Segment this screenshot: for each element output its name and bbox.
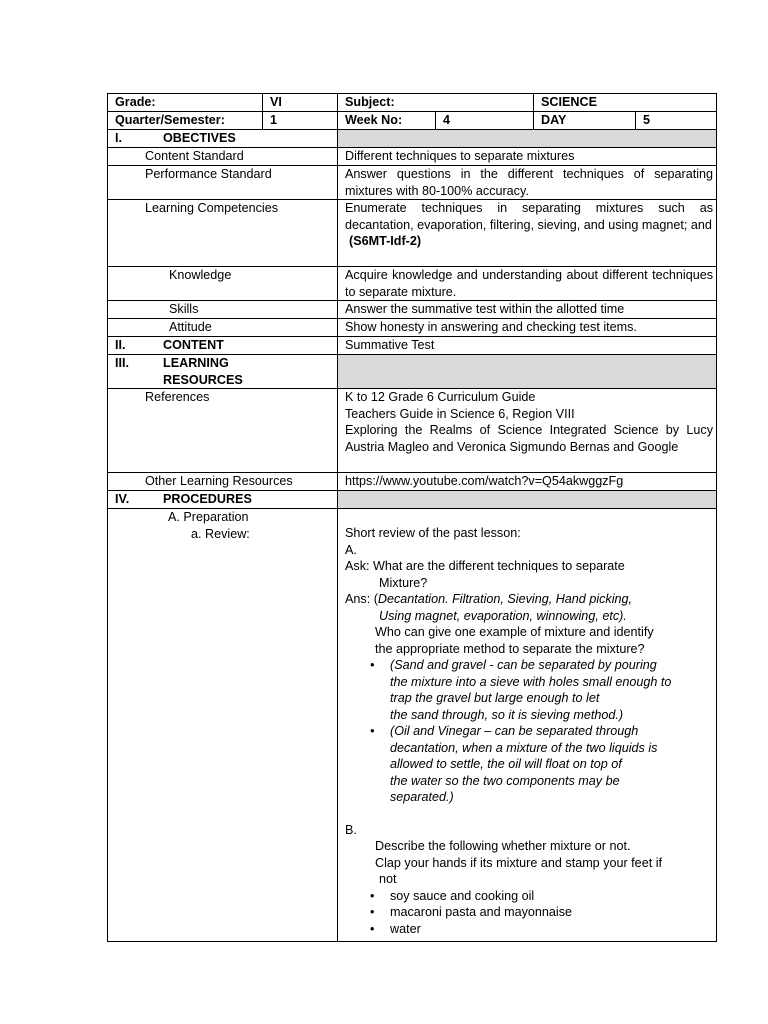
- section-procedures: [108, 491, 717, 509]
- quarter-label: Quarter/Semester:: [108, 112, 263, 130]
- procedures-numeral: IV.: [115, 492, 130, 506]
- clap-line-2: not: [379, 872, 397, 886]
- who-line-2: the appropriate method to separate the mixture?: [375, 641, 645, 656]
- preparation-cell: [108, 509, 338, 942]
- objectives-title: OBECTIVES: [163, 131, 236, 145]
- learning-competencies-value: Enumerate techniques in separating mixtures such as decantation, evaporation, filtering, sieving, and using magnet; and: [345, 201, 714, 232]
- performance-standard-value: Answer questions in the different techniques of separating mixtures with 80-100% accuracy.: [338, 166, 717, 200]
- resources-title-line1: LEARNING: [163, 356, 229, 370]
- week-label: Week No:: [338, 112, 436, 130]
- ask-line-1: Ask: What are the different techniques to separate: [345, 559, 625, 573]
- resources-title-line2: RESOURCES: [163, 372, 243, 387]
- row-learning-competencies: [108, 200, 717, 267]
- resources-numeral: III.: [115, 356, 129, 370]
- skills-label: Skills: [108, 301, 338, 319]
- part-b-label: B.: [345, 822, 357, 837]
- content-standard-value: Different techniques to separate mixtures: [338, 148, 717, 166]
- item-water: • water: [345, 921, 716, 938]
- example-sand-gravel: • (Sand and gravel - can be separated by pouring the mixture into a sieve with holes small enough to trap the gravel but large enough to let the sand through, so it is sieving method.): [345, 657, 716, 723]
- row-references: [108, 389, 717, 473]
- row-knowledge: [108, 267, 717, 301]
- section-learning-resources: [108, 355, 717, 389]
- other-resources-label: Other Learning Resources: [108, 473, 338, 491]
- skills-value: Answer the summative test within the allotted time: [338, 301, 717, 319]
- example-oil-vinegar: • (Oil and Vinegar – can be separated through decantation, when a mixture of the two liquids is allowed to settle, the oil will float on top of the water so the two components may be separated.): [345, 723, 716, 806]
- competency-code: (S6MT-Idf-2): [349, 234, 422, 248]
- procedures-shaded-cell: [338, 491, 717, 509]
- review-content-cell: [338, 509, 717, 942]
- objectives-shaded-cell: [338, 130, 717, 148]
- section-content: [108, 337, 717, 355]
- procedures-title: PROCEDURES: [163, 492, 252, 506]
- knowledge-label: Knowledge: [108, 267, 338, 301]
- quarter-value: 1: [263, 112, 338, 130]
- row-performance-standard: [108, 166, 717, 200]
- example-list: [345, 657, 716, 806]
- content-standard-label: Content Standard: [108, 148, 338, 166]
- part-a-label: A.: [345, 542, 357, 557]
- mixture-item-list: [345, 888, 716, 938]
- row-preparation: [108, 509, 717, 942]
- answer-text-1: Decantation. Filtration, Sieving, Hand picking,: [377, 592, 633, 606]
- references-cell: [338, 389, 717, 473]
- day-label: DAY: [534, 112, 636, 130]
- content-heading: [108, 337, 338, 355]
- who-line-1: Who can give one example of mixture and identify: [375, 625, 654, 639]
- review-label: a. Review:: [191, 526, 250, 541]
- answer-line-2: Using magnet, evaporation, winnowing, etc).: [379, 608, 627, 623]
- grade-value: VI: [263, 94, 338, 112]
- learning-competencies-cell: [338, 200, 717, 267]
- reference-teachers-guide: Teachers Guide in Science 6, Region VIII: [345, 406, 575, 421]
- header-row-quarter: [108, 112, 717, 130]
- header-row-grade: [108, 94, 717, 112]
- describe-line: Describe the following whether mixture or not.: [375, 839, 631, 853]
- subject-value: SCIENCE: [534, 94, 717, 112]
- preparation-label: A. Preparation: [168, 510, 249, 524]
- item-soy-sauce-oil: • soy sauce and cooking oil: [345, 888, 716, 905]
- review-intro: Short review of the past lesson:: [345, 526, 521, 540]
- knowledge-value: Acquire knowledge and understanding about different techniques to separate mixture.: [338, 267, 717, 301]
- attitude-value: Show honesty in answering and checking test items.: [338, 319, 717, 337]
- day-value: 5: [636, 112, 717, 130]
- references-label: References: [108, 389, 338, 473]
- row-other-resources: [108, 473, 717, 491]
- grade-label: Grade:: [108, 94, 263, 112]
- resources-heading: [108, 355, 338, 389]
- other-resources-link[interactable]: https://www.youtube.com/watch?v=Q54akwggzFg: [338, 473, 717, 491]
- reference-book: Exploring the Realms of Science Integrated Science by Lucy Austria Magleo and Veronica Sigmundo Bernas and Google: [345, 423, 714, 454]
- week-value: 4: [436, 112, 534, 130]
- clap-line-1: Clap your hands if its mixture and stamp your feet if: [375, 855, 662, 870]
- content-value: Summative Test: [338, 337, 717, 355]
- row-skills: [108, 301, 717, 319]
- answer-line-1: [345, 591, 716, 608]
- attitude-label: Attitude: [108, 319, 338, 337]
- content-numeral: II.: [115, 338, 126, 352]
- objectives-heading: [108, 130, 338, 148]
- item-macaroni-mayonnaise: • macaroni pasta and mayonnaise: [345, 904, 716, 921]
- row-attitude: [108, 319, 717, 337]
- resources-shaded-cell: [338, 355, 717, 389]
- section-objectives: [108, 130, 717, 148]
- answer-prefix: Ans: (: [345, 592, 378, 606]
- subject-label: Subject:: [338, 94, 534, 112]
- performance-standard-label: Performance Standard: [108, 166, 338, 200]
- learning-competencies-label: Learning Competencies: [108, 200, 338, 267]
- lesson-plan-table: [107, 93, 717, 942]
- content-title: CONTENT: [163, 338, 224, 352]
- ask-line-2: Mixture?: [379, 575, 428, 590]
- reference-curriculum-guide: K to 12 Grade 6 Curriculum Guide: [345, 390, 536, 404]
- procedures-heading: [108, 491, 338, 509]
- row-content-standard: [108, 148, 717, 166]
- objectives-numeral: I.: [115, 131, 122, 145]
